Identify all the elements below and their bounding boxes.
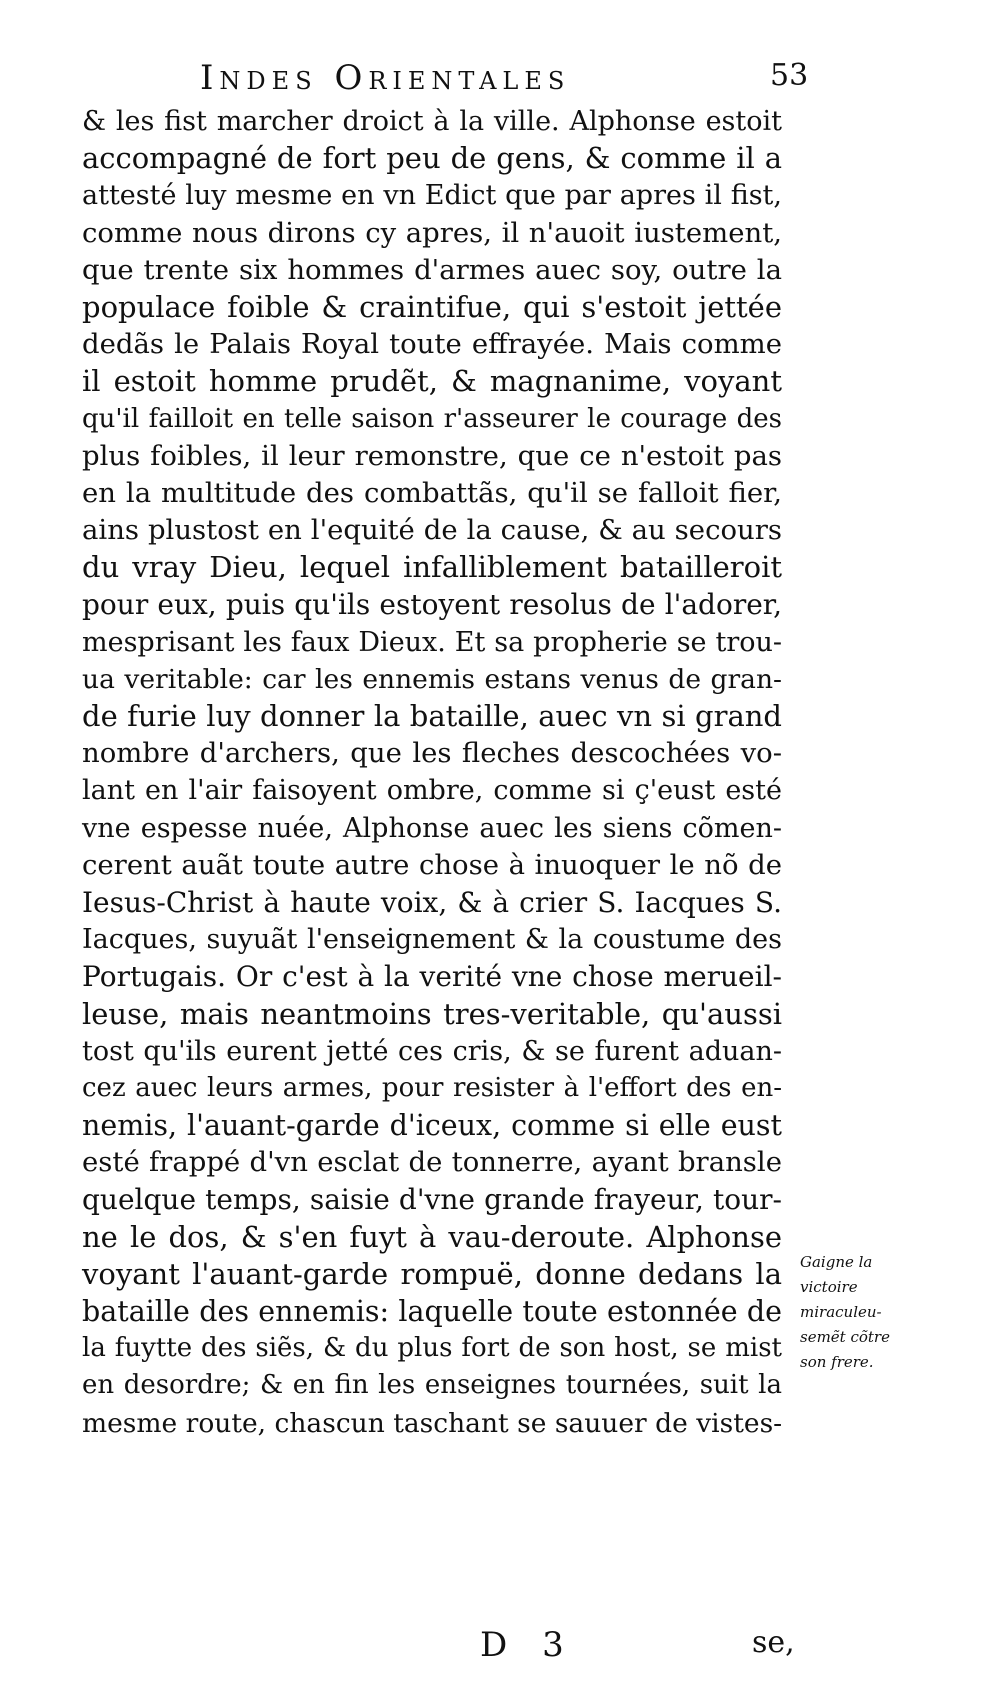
text-line: leuse, mais neantmoins tres-veritable, qu'aussi — [82, 996, 782, 1031]
text-line: & les fist marcher droict à la ville. Alphonse estoit — [82, 106, 782, 137]
text-line: du vray Dieu, lequel infalliblement batailleroit — [82, 550, 782, 585]
signature-mark: D 3 — [480, 1625, 576, 1665]
margin-note-line: son frere. — [800, 1353, 874, 1371]
text-line: esté frappé d'vn esclat de tonnerre, ayant bransle — [82, 1146, 782, 1179]
text-line: ne le dos, & s'en fuyt à vau-deroute. Alphonse — [82, 1219, 782, 1254]
text-line: que trente six hommes d'armes auec soy, outre la — [82, 253, 782, 286]
text-line: pour eux, puis qu'ils estoyent resolus de l'adorer, — [82, 588, 782, 622]
text-line: de furie luy donner la bataille, auec vn si grand — [82, 699, 782, 733]
text-line: la fuytte des siẽs, & du plus fort de son host, se mist — [82, 1333, 782, 1364]
text-line: cez auec leurs armes, pour resister à l'effort des en- — [82, 1072, 782, 1103]
margin-note-line: miraculeu- — [800, 1303, 882, 1321]
text-line: en la multitude des combattãs, qu'il se falloit fier, — [82, 476, 782, 509]
margin-note-line: Gaigne la — [800, 1253, 873, 1271]
margin-note-line: victoire — [800, 1278, 858, 1296]
text-line: en desordre; & en fin les enseignes tournées, suit la — [82, 1370, 782, 1401]
text-line: mesme route, chascun taschant se sauuer de vistes- — [82, 1407, 783, 1439]
text-line: vne espesse nuée, Alphonse auec les siens cõmen- — [82, 812, 782, 844]
text-line: comme nous dirons cy apres, il n'auoit iustement, — [82, 216, 782, 249]
text-line: dedãs le Palais Royal toute effrayée. Mais comme — [82, 328, 782, 361]
margin-note — [800, 1250, 890, 1375]
catchword: se, — [752, 1625, 795, 1660]
text-line: nemis, l'auant-garde d'iceux, comme si elle eust — [82, 1109, 782, 1143]
text-line: lant en l'air faisoyent ombre, comme si ç'eust esté — [82, 775, 782, 807]
margin-note-line: semẽt cõtre — [800, 1328, 890, 1346]
text-line: ains plustost en l'equité de la cause, & au secours — [82, 514, 782, 547]
text-line: nombre d'archers, que les fleches descochées vo- — [82, 737, 782, 770]
text-line: plus foibles, il leur remonstre, que ce n'estoit pas — [82, 439, 782, 472]
text-line: accompagné de fort peu de gens, & comme il a — [82, 141, 782, 176]
text-line: cerent auãt toute autre chose à inuoquer le nõ de — [82, 848, 782, 881]
page-number: 53 — [770, 58, 809, 93]
text-line: qu'il failloit en telle saison r'asseurer le courage des — [82, 403, 782, 434]
text-line: attesté luy mesme en vn Edict que par apres il fist, — [82, 180, 782, 212]
text-line: tost qu'ils eurent jetté ces cris, & se furent aduan- — [82, 1035, 782, 1067]
text-line: quelque temps, saisie d'vne grande frayeur, tour- — [82, 1183, 782, 1217]
text-line: Portugais. Or c'est à la verité vne chose merueil- — [82, 960, 782, 994]
text-line: Iacques, suyuãt l'enseignement & la coustume des — [82, 924, 782, 956]
text-line: il estoit homme prudẽt, & magnanime, voyant — [82, 364, 782, 399]
text-line: populace foible & craintifue, qui s'estoit jettée — [82, 289, 782, 324]
text-line: bataille des ennemis: laquelle toute estonnée de — [82, 1295, 782, 1328]
text-line: mesprisant les faux Dieux. Et sa propherie se trou- — [82, 626, 782, 658]
text-line: ua veritable: car les ennemis estans venus de gran- — [82, 663, 782, 695]
running-title: Indes Orientales — [200, 58, 571, 98]
body-text — [82, 103, 782, 1442]
text-line: voyant l'auant-garde rompuë, donne dedans la — [82, 1256, 782, 1291]
text-line: Iesus-Christ à haute voix, & à crier S. Iacques S. — [82, 885, 782, 919]
